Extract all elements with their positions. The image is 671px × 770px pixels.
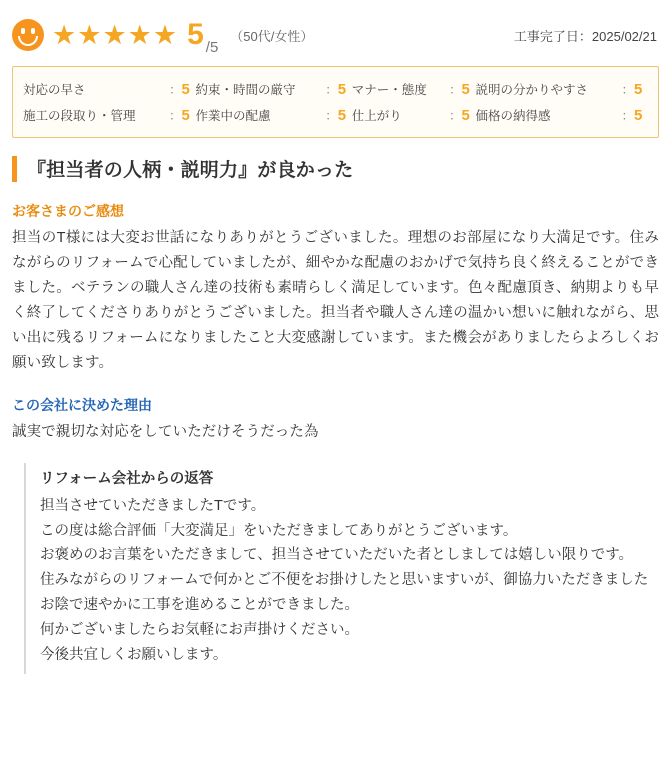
reason-body: 誠実で親切な対応をしていただけそうだった為	[12, 423, 319, 440]
score-value: 5	[461, 80, 470, 98]
star-icon: ★	[102, 19, 127, 50]
score-label: 約束・時間の厳守	[195, 83, 296, 97]
score-label: 仕上がり	[351, 109, 402, 123]
reply-line: 住みながらのリフォームで何かとご不便をお掛けしたと思いますいが、御協力いただきましたお陰で速やかに工事を進めることができました。	[40, 572, 649, 614]
table-row	[23, 76, 648, 102]
score-colon: ：	[621, 83, 634, 97]
score-colon: ：	[621, 109, 634, 123]
reply-line: この度は総合評価「大変満足」をいただきましてありがとうございます。	[40, 522, 518, 539]
smiley-eye-left	[21, 28, 25, 34]
score-colon: ：	[168, 83, 182, 97]
reply-line: お褒めのお言葉をいただきまして、担当させていただいた者としましては嬉しい限りです。	[40, 547, 634, 564]
score-value: 5	[337, 106, 347, 124]
score-label: マナー・態度	[351, 83, 427, 97]
smiley-eye-right	[31, 28, 35, 34]
star-rating	[52, 19, 178, 50]
company-reply	[24, 463, 659, 675]
star-icon: ★	[127, 19, 152, 50]
reason-heading: この会社に決めた理由	[12, 396, 152, 413]
reply-title: リフォーム会社からの返答	[40, 470, 214, 487]
reviewer-profile: （50代/女性）	[230, 28, 314, 44]
score-value: 5	[461, 106, 470, 124]
smiley-mouth	[18, 36, 38, 46]
score-label: 価格の納得感	[475, 109, 551, 123]
impression-body: 担当のT様には大変お世話になりありがとうございました。理想のお部屋になり大満足です。住みながらのリフォームで心配していましたが、細やかな配慮のおかげで気持ち良く終えることができました。ベテランの職人さん達の技術も素晴らしく満足しています。色々配慮頂き、納期よりも早く終了してくださりありがとうございました。担当者や職人さん達の温かい想いに触れながら、思い出に残るリフォームになりましたこと大変感謝しています。また機会がありましたらよろしくお願い致します。	[12, 230, 659, 371]
completion-date: 工事完了日：2025/02/21	[513, 28, 657, 44]
score-label: 施工の段取り・管理	[23, 109, 136, 123]
smiley-face-icon	[12, 19, 44, 51]
score-value: 5	[634, 106, 643, 124]
score-colon: ：	[449, 109, 462, 123]
star-icon: ★	[52, 19, 77, 50]
score-label: 対応の早さ	[23, 83, 86, 97]
score-colon: ：	[449, 83, 462, 97]
score-colon: ：	[168, 109, 182, 123]
impression-heading: お客さまのご感想	[12, 203, 124, 219]
reply-line: 担当させていただきましたTです。	[40, 497, 266, 514]
star-icon: ★	[152, 19, 178, 50]
score-value: 5	[181, 80, 190, 98]
score-value: 5	[181, 106, 190, 124]
review-title	[12, 155, 659, 182]
score-value: 5	[337, 80, 347, 98]
score-denominator: /5	[205, 39, 219, 56]
score-breakdown-box	[12, 66, 659, 138]
score-table	[23, 76, 648, 128]
page-title: 『担当者の人柄・説明力』が良かった	[27, 160, 354, 181]
score-colon: ：	[325, 109, 338, 123]
title-accent-bar	[12, 156, 17, 182]
score-value: 5	[634, 80, 643, 98]
score-colon: ：	[325, 83, 338, 97]
score-label: 説明の分かりやすさ	[475, 83, 589, 97]
star-icon: ★	[77, 19, 102, 50]
table-row	[23, 102, 648, 128]
score-label: 作業中の配慮	[195, 109, 271, 123]
overall-score: 5	[187, 18, 204, 51]
reply-line: 何かございましたらお気軽にお声掛けください。	[40, 622, 359, 639]
rating-header	[12, 0, 659, 58]
reply-line: 今後共宜しくお願いします。	[40, 647, 228, 664]
